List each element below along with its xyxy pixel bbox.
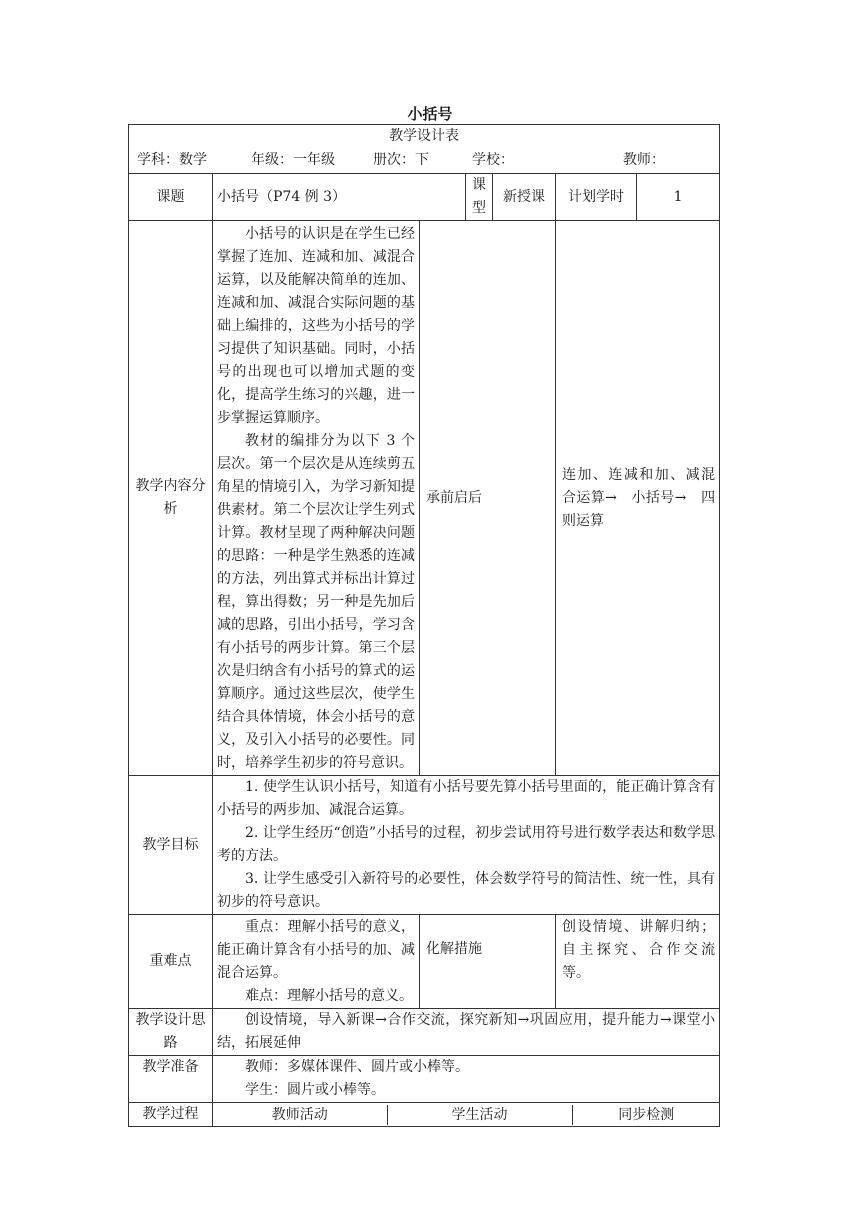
header-info-row xyxy=(129,147,719,173)
school-field: 学校： xyxy=(472,152,514,168)
content-analysis-label: 教学内容分析 xyxy=(129,221,213,776)
process-grid xyxy=(213,1105,720,1125)
teaching-goals-row xyxy=(129,776,720,915)
teacher-activity-header: 教师活动 xyxy=(271,1106,328,1123)
topic-value: 小括号（P74 例 3） xyxy=(213,174,466,221)
difficulty-point: 难点：理解小括号的意义。 xyxy=(245,988,413,1004)
sync-check-header: 同步检测 xyxy=(572,1105,720,1125)
measures-value: 创设情境、讲解归纳；自主探究、合作交流等。 xyxy=(556,915,720,1009)
lesson-type-label: 课型 xyxy=(466,174,493,221)
teaching-goals-label: 教学目标 xyxy=(129,776,213,915)
content-analysis-text xyxy=(213,221,420,776)
subject-field: 学科：数学 xyxy=(137,152,207,168)
student-preparation: 学生：圆片或小棒等。 xyxy=(245,1082,385,1098)
planned-hours-label: 计划学时 xyxy=(556,174,637,221)
process-row xyxy=(129,1103,720,1127)
preparation-text xyxy=(213,1056,720,1103)
key-point: 重点：理解小括号的意义，能正确计算含有小括号的加、减混合运算。 xyxy=(217,919,415,981)
grade-field: 年级：一年级 xyxy=(251,152,335,168)
lesson-design-table xyxy=(128,124,720,1127)
design-idea-label: 教学设计思路 xyxy=(129,1009,213,1056)
measures-label: 化解措施 xyxy=(420,915,556,1009)
topic-label: 课题 xyxy=(129,174,213,221)
table-title: 教学设计表 xyxy=(389,128,460,144)
goal-item: 3. 让学生感受引入新符号的必要性，体会数学符号的简洁性、统一性，具有初步的符号意识。 xyxy=(217,871,716,910)
planned-hours-value: 1 xyxy=(637,174,720,221)
design-idea-text: 创设情境，导入新课→合作交流，探究新知→巩固应用，提升能力→课堂小结，拓展延伸 xyxy=(213,1009,720,1056)
key-points-row xyxy=(129,915,720,1009)
document-title: 小括号 xyxy=(407,105,453,123)
table-header xyxy=(129,125,720,174)
teacher-field: 教师： xyxy=(623,152,665,168)
process-label: 教学过程 xyxy=(129,1103,213,1127)
preparation-label: 教学准备 xyxy=(129,1056,213,1103)
goal-item: 2. 让学生经历“创造”小括号的过程，初步尝试用符号进行数学表达和数学思考的方法。 xyxy=(217,825,716,864)
content-analysis-row xyxy=(129,221,720,776)
student-activity-header: 学生活动 xyxy=(387,1105,572,1125)
lesson-type-value: 新授课 xyxy=(493,174,556,221)
process-columns xyxy=(213,1103,720,1127)
teacher-preparation: 教师：多媒体课件、圆片或小棒等。 xyxy=(245,1059,469,1075)
volume-field: 册次：下 xyxy=(373,152,429,168)
key-points-text xyxy=(213,915,420,1009)
content-paragraph: 教材的编排分为以下 3 个层次。第一个层次是从连续剪五角星的情境引入，为学习新知提供素材。第二个层次让学生列式计算。教材呈现了两种解决问题的思路：一种是学生熟悉的连减的方法，列出算式并标出计算过程，算出得数；另一种是先加后减的思路，引出小括号，学习含有小括号的两步计算。第三个层次是归纳含有小括号的算式的运算顺序。通过这些层次，使学生结合具体情境，体会小括号的意义，及引入小括号的必要性。同时，培养学生初步的符号意识。 xyxy=(217,433,415,771)
preparation-row xyxy=(129,1056,720,1103)
link-label: 承前启后 xyxy=(420,221,556,776)
topic-row xyxy=(129,174,720,221)
content-paragraph: 小括号的认识是在学生已经掌握了连加、连减和加、减混合运算，以及能解决简单的连加、连减和加、减混合实际问题的基础上编排的，这些为小括号的学习提供了知识基础。同时，小括号的出现也可以增加式题的变化，提高学生练习的兴趣，进一步掌握运算顺序。 xyxy=(217,226,415,426)
goal-item: 1. 使学生认识小括号，知道有小括号要先算小括号里面的，能正确计算含有小括号的两步加、减混合运算。 xyxy=(217,779,716,818)
link-value: 连加、连减和加、减混合运算→ 小括号→ 四则运算 xyxy=(556,221,720,776)
teaching-goals-text xyxy=(213,776,720,915)
design-idea-row xyxy=(129,1009,720,1056)
key-points-label: 重难点 xyxy=(129,915,213,1009)
